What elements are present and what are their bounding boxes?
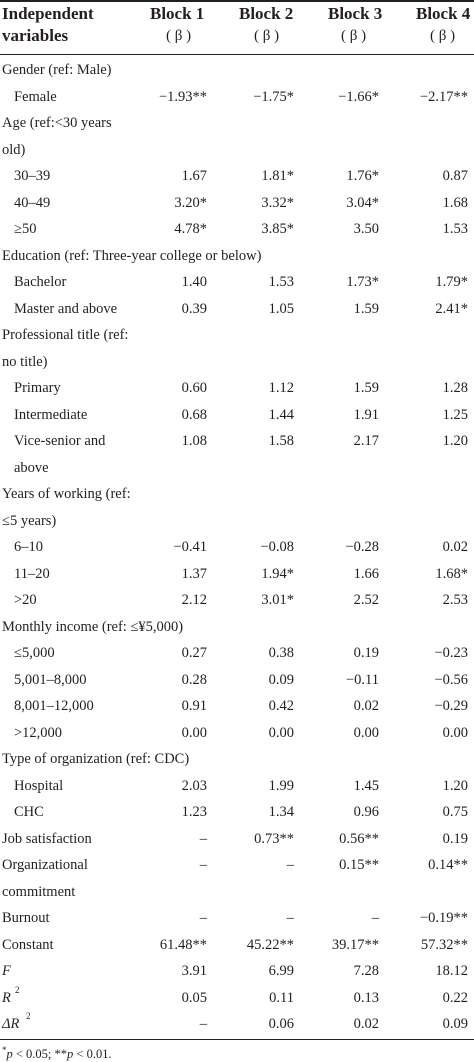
table-row — [0, 163, 474, 190]
cell-block-1: −1.93** — [158, 88, 207, 105]
table-row — [0, 905, 474, 932]
cell-block-4: 1.68* — [435, 565, 468, 582]
row-label: Job satisfaction — [2, 830, 92, 847]
cell-block-3: 0.56** — [339, 830, 379, 847]
cell-block-4: 0.75 — [442, 804, 468, 820]
header-block-2-beta: ( β ) — [254, 28, 280, 44]
cell-block-2: – — [286, 857, 294, 873]
cell-block-1: 2.12 — [181, 592, 207, 608]
cell-block-1: 1.67 — [181, 168, 207, 184]
row-label: no title) — [2, 353, 48, 370]
table-row — [0, 296, 474, 323]
cell-block-3: 0.19 — [353, 645, 379, 661]
table-row — [0, 667, 474, 694]
cell-block-3: 0.00 — [353, 724, 379, 741]
cell-block-2: 1.53 — [268, 274, 294, 290]
row-label: Constant — [2, 936, 54, 953]
cell-block-3: 1.73* — [346, 274, 379, 290]
row-label: >20 — [14, 592, 37, 608]
row-label: commitment — [2, 883, 76, 900]
cell-block-2: 1.58 — [268, 433, 294, 449]
table-row — [0, 269, 474, 296]
cell-block-4: 1.28 — [442, 380, 468, 396]
table-bottom-rule — [0, 1039, 474, 1040]
cell-block-2: 1.81* — [261, 168, 294, 184]
cell-block-1: 0.28 — [181, 671, 207, 688]
cell-block-1: – — [199, 857, 207, 873]
cell-block-2: 1.34 — [268, 804, 294, 820]
cell-block-1: 0.27 — [181, 645, 207, 661]
cell-block-4: 1.79* — [435, 274, 468, 290]
row-label: Vice-senior and — [14, 433, 106, 449]
table-row — [0, 985, 474, 1012]
cell-block-4: 1.53 — [442, 221, 468, 237]
cell-block-4: 1.20 — [442, 433, 468, 449]
cell-block-3: 1.66 — [353, 565, 379, 582]
row-label: CHC — [14, 804, 44, 820]
row-label-superscript: 2 — [15, 984, 20, 995]
table-row — [0, 243, 474, 270]
table-row — [0, 322, 474, 349]
row-label: Years of working (ref: — [2, 486, 131, 502]
table-row — [0, 508, 474, 535]
row-label: ≤5 years) — [2, 512, 57, 529]
cell-block-1: – — [199, 910, 207, 926]
cell-block-2: 0.11 — [269, 989, 294, 1006]
table-row — [0, 958, 474, 985]
table-row — [0, 640, 474, 667]
cell-block-3: 3.04* — [346, 194, 379, 211]
table-row — [0, 1011, 474, 1038]
cell-block-3: 0.13 — [353, 989, 379, 1006]
row-label: Bachelor — [14, 274, 67, 290]
row-label: Professional title (ref: — [2, 327, 129, 343]
header-block-1: Block 1 — [150, 4, 205, 23]
cell-block-4: 57.32** — [420, 936, 468, 953]
cell-block-4: 1.20 — [442, 777, 468, 794]
cell-block-3: 1.59 — [353, 300, 379, 317]
table-top-rule — [0, 0, 474, 2]
cell-block-1: 0.91 — [181, 698, 207, 714]
cell-block-1: 2.03 — [181, 777, 207, 794]
cell-block-1: 61.48** — [159, 936, 207, 953]
header-block-4-beta: ( β ) — [430, 28, 456, 44]
table-row — [0, 455, 474, 482]
row-label: Hospital — [14, 777, 64, 794]
cell-block-4: 0.02 — [442, 539, 468, 555]
cell-block-2: 1.05 — [268, 300, 294, 317]
cell-block-4: 1.25 — [442, 406, 468, 423]
cell-block-3: 0.15** — [339, 857, 379, 873]
cell-block-1: 0.39 — [181, 300, 207, 317]
cell-block-2: 1.99 — [268, 777, 294, 794]
header-block-2: Block 2 — [239, 4, 294, 23]
row-label: ΔR — [2, 1016, 20, 1032]
cell-block-4: −0.19** — [419, 910, 468, 926]
cell-block-1: 1.08 — [181, 433, 207, 449]
header-block-3-beta: ( β ) — [341, 28, 367, 44]
table-row — [0, 852, 474, 879]
cell-block-1: – — [199, 830, 207, 847]
table-row — [0, 110, 474, 137]
cell-block-4: −0.23 — [434, 645, 468, 661]
row-label: Monthly income (ref: ≤¥5,000) — [2, 618, 184, 635]
table-row — [0, 773, 474, 800]
cell-block-3: – — [371, 910, 379, 926]
table-row — [0, 402, 474, 429]
row-label: Type of organization (ref: CDC) — [2, 751, 190, 767]
table-row — [0, 932, 474, 959]
cell-block-3: −1.66* — [338, 88, 379, 105]
cell-block-2: 45.22** — [246, 936, 294, 953]
row-label-superscript: 2 — [26, 1011, 31, 1021]
cell-block-3: 0.96 — [353, 804, 379, 820]
cell-block-2: −1.75* — [253, 88, 294, 105]
header-block-3: Block 3 — [328, 4, 383, 23]
table-row — [0, 826, 474, 853]
cell-block-2: 1.94* — [261, 565, 294, 582]
table-row — [0, 693, 474, 720]
row-label: 5,001–8,000 — [14, 671, 87, 688]
table-row — [0, 720, 474, 747]
cell-block-2: – — [286, 910, 294, 926]
table-row — [0, 137, 474, 164]
row-label: R — [2, 989, 11, 1006]
row-label: Master and above — [14, 300, 118, 317]
row-label: Primary — [14, 380, 61, 396]
cell-block-1: 3.91 — [181, 963, 207, 979]
cell-block-1: 0.05 — [181, 989, 207, 1006]
table-row — [0, 428, 474, 455]
cell-block-3: 2.17 — [353, 433, 379, 449]
cell-block-4: 18.12 — [435, 963, 468, 979]
cell-block-4: −2.17** — [419, 88, 468, 105]
table-row — [0, 216, 474, 243]
cell-block-1: 1.40 — [181, 274, 207, 290]
cell-block-3: 3.50 — [353, 221, 379, 237]
row-label: 8,001–12,000 — [14, 698, 94, 714]
header-block-4: Block 4 — [416, 4, 471, 23]
cell-block-3: −0.11 — [345, 671, 379, 688]
cell-block-4: 0.14** — [428, 857, 468, 873]
row-label: Female — [14, 88, 57, 105]
table-row — [0, 746, 474, 773]
cell-block-3: 7.28 — [353, 963, 379, 979]
row-label: >12,000 — [14, 724, 63, 741]
cell-block-1: 1.23 — [181, 804, 207, 820]
cell-block-3: 1.59 — [353, 380, 379, 396]
cell-block-2: 1.12 — [268, 380, 294, 396]
header-variables-line1: Independent — [2, 4, 94, 23]
table-row — [0, 375, 474, 402]
row-label: Age (ref:<30 years — [2, 115, 112, 131]
cell-block-4: 1.68 — [442, 194, 468, 211]
cell-block-1: 0.68 — [181, 406, 207, 423]
cell-block-2: −0.08 — [260, 539, 294, 555]
row-label: Organizational — [2, 857, 88, 873]
cell-block-3: 1.91 — [353, 406, 379, 423]
cell-block-2: 1.44 — [268, 406, 294, 423]
cell-block-4: 0.87 — [442, 168, 468, 184]
cell-block-2: 0.00 — [268, 724, 294, 741]
table-row — [0, 799, 474, 826]
cell-block-3: 1.76* — [346, 168, 379, 184]
table-row — [0, 587, 474, 614]
cell-block-2: 0.06 — [268, 1016, 294, 1032]
table-footnote: *p < 0.05; **p < 0.01. — [2, 1045, 112, 1062]
cell-block-3: 2.52 — [353, 592, 379, 608]
cell-block-3: −0.28 — [345, 539, 379, 555]
cell-block-1: 0.60 — [181, 380, 207, 396]
table-row — [0, 349, 474, 376]
row-label: Burnout — [2, 910, 50, 926]
table-row — [0, 561, 474, 588]
cell-block-2: 3.85* — [261, 221, 294, 237]
cell-block-4: 0.00 — [442, 724, 468, 741]
cell-block-1: 3.20* — [174, 194, 207, 211]
row-label: F — [2, 963, 11, 979]
cell-block-4: −0.29 — [434, 698, 468, 714]
table-row — [0, 879, 474, 906]
row-label: above — [14, 459, 49, 476]
row-label: ≥50 — [14, 221, 37, 237]
cell-block-4: 0.09 — [442, 1016, 468, 1032]
row-label: 40–49 — [14, 194, 51, 211]
table-row — [0, 84, 474, 111]
cell-block-4: 0.19 — [442, 830, 468, 847]
header-variables-line2: variables — [2, 26, 69, 45]
cell-block-2: 6.99 — [268, 963, 294, 979]
cell-block-2: 0.38 — [268, 645, 294, 661]
row-label: Intermediate — [14, 406, 88, 423]
cell-block-2: 0.42 — [268, 698, 294, 714]
cell-block-4: 2.41* — [435, 300, 468, 317]
cell-block-3: 39.17** — [331, 936, 379, 953]
row-label: Gender (ref: Male) — [2, 62, 112, 78]
cell-block-2: 3.01* — [261, 592, 294, 608]
header-bottom-rule — [0, 54, 474, 55]
cell-block-2: 0.73** — [254, 830, 294, 847]
table-row — [0, 57, 474, 84]
table-row — [0, 190, 474, 217]
cell-block-4: 0.22 — [442, 989, 468, 1006]
table-row — [0, 614, 474, 641]
cell-block-4: 2.53 — [442, 592, 468, 608]
cell-block-1: −0.41 — [173, 539, 207, 555]
cell-block-4: −0.56 — [434, 671, 468, 688]
table-row — [0, 481, 474, 508]
row-label: 6–10 — [14, 539, 43, 555]
cell-block-1: 0.00 — [181, 724, 207, 741]
row-label: 11–20 — [14, 565, 50, 582]
cell-block-1: 1.37 — [181, 565, 207, 582]
cell-block-1: – — [199, 1016, 207, 1032]
cell-block-3: 0.02 — [353, 1016, 379, 1032]
row-label: Education (ref: Three-year college or below) — [2, 247, 262, 264]
cell-block-1: 4.78* — [174, 221, 207, 237]
cell-block-3: 0.02 — [353, 698, 379, 714]
row-label: old) — [2, 141, 26, 158]
cell-block-2: 3.32* — [261, 194, 294, 211]
row-label: 30–39 — [14, 168, 51, 184]
row-label: ≤5,000 — [14, 645, 55, 661]
table-row — [0, 534, 474, 561]
cell-block-2: 0.09 — [268, 671, 294, 688]
header-block-1-beta: ( β ) — [166, 28, 192, 44]
cell-block-3: 1.45 — [353, 777, 379, 794]
